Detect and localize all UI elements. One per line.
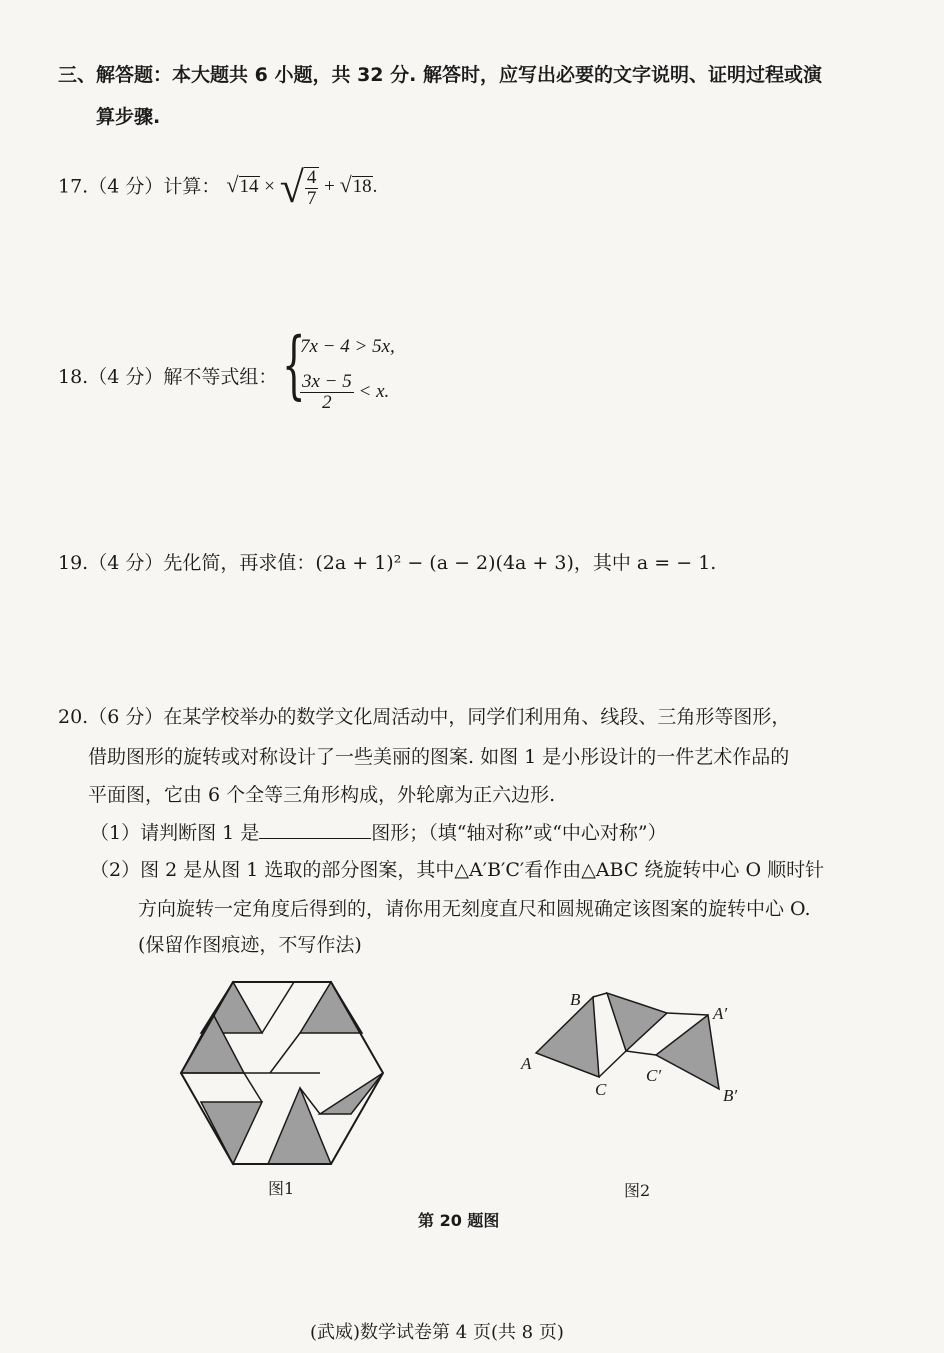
figure-2-rotation [518, 985, 768, 1115]
figure-title: 第 20 题图 [418, 1211, 500, 1230]
sqrt-14: √14 [226, 172, 259, 198]
q20-intro-3: 平面图，它由 6 个全等三角形构成，外轮廓为正六边形. [88, 784, 556, 806]
label-C-prime: C′ [646, 1066, 662, 1085]
question-18 [58, 364, 277, 390]
q18-points: （4 分） [88, 366, 164, 388]
q17-number: 17. [58, 175, 89, 198]
q18-inequality-2: $\frac{3x - 5}{2}$ < x. [302, 371, 390, 413]
fig1-triangle-5 [201, 1102, 262, 1164]
q19-points: （4 分） [88, 552, 164, 574]
triangle-middle [607, 993, 667, 1051]
label-A: A [521, 1054, 532, 1073]
q20-intro-1: 在某学校举办的数学文化周活动中，同学们利用角、线段、三角形等图形， [163, 706, 791, 728]
q17-points: （4 分） [88, 175, 164, 198]
section-heading-line1: 三、解答题：本大题共 6 小题，共 32 分. 解答时，应写出必要的文字说明、证明过程或演 [58, 64, 822, 86]
q17-expression: √14 × √ $\frac{4}{7}$ + √18. [226, 163, 378, 212]
label-B-prime: B′ [723, 1086, 738, 1105]
q18-inequality-1: 7x − 4 > 5x, [300, 336, 395, 357]
fig1-triangle-2 [300, 982, 362, 1033]
fig1-triangle-6 [268, 1088, 331, 1164]
q20-points: （6 分） [88, 706, 164, 728]
sqrt-fraction: √ $\frac{4}{7}$ [280, 166, 320, 210]
system-brace: { [282, 322, 306, 408]
q20-part2-line2: 方向旋转一定角度后得到的，请你用无刻度直尺和圆规确定该图案的旋转中心 O. [138, 898, 811, 920]
q20-part2-line1: （2）图 2 是从图 1 选取的部分图案，其中△A′B′C′看作由△ABC 绕旋转中心 O 顺时针 [90, 859, 825, 881]
figure-2-caption: 图2 [624, 1181, 651, 1200]
section-heading-line2: 算步骤. [96, 106, 161, 128]
q20-number: 20. [58, 706, 89, 728]
label-C: C [595, 1080, 607, 1099]
question-17 [58, 163, 378, 212]
q20-intro-2: 借助图形的旋转或对称设计了一些美丽的图案. 如图 1 是小彤设计的一件艺术作品的 [88, 746, 790, 768]
answer-blank[interactable] [259, 818, 371, 839]
q20-part1: （1）请判断图 1 是 图形；（填“轴对称”或“中心对称”） [90, 818, 667, 846]
question-19 [58, 550, 716, 576]
q18-number: 18. [58, 366, 89, 388]
q17-label: 计算： [163, 175, 221, 198]
q19-text: 先化简，再求值：(2a + 1)² − (a − 2)(4a + 3)，其中 a = − 1. [163, 552, 717, 574]
page-footer: (武威)数学试卷第 4 页(共 8 页) [310, 1322, 564, 1343]
figure-1-caption: 图1 [268, 1179, 295, 1198]
label-A-prime: A′ [713, 1004, 728, 1023]
q18-label: 解不等式组： [163, 366, 278, 388]
label-B: B [570, 990, 581, 1009]
triangle-A-prime-B-prime-C-prime [656, 1015, 719, 1089]
triangle-ABC [536, 997, 599, 1077]
fig1-triangle-4 [320, 1073, 383, 1114]
sqrt-18: √18 [339, 172, 372, 198]
q19-number: 19. [58, 552, 89, 574]
figure-1-hexagon [176, 978, 388, 1168]
question-20-line1 [58, 704, 790, 730]
q20-part2-line3: (保留作图痕迹，不写作法) [138, 934, 362, 956]
